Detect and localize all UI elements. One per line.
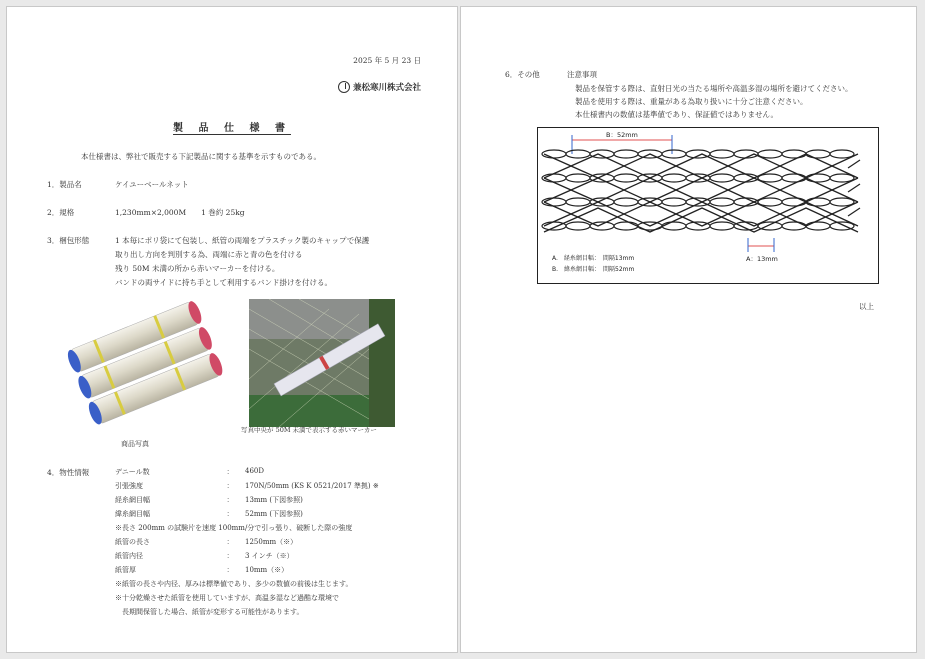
chain-link [806, 174, 830, 182]
chain-link [590, 174, 614, 182]
section-6-title: 注意事項 [567, 70, 597, 79]
section-6-line-3: 本仕様書内の数値は基準値であり、保証値ではありません。 [575, 110, 778, 119]
section-6-label: 6．その他 [505, 70, 540, 79]
section-3-line-3: 残り 50M 未満の所から赤いマーカーを付ける。 [115, 264, 280, 273]
section-3-line-1: 1 本毎にポリ袋にて包装し、紙管の両端をプラスチック製のキャップで保護 [115, 236, 370, 245]
intro-text: 本仕様書は、弊社で販売する下記製品に関する基準を示すものである。 [81, 152, 321, 161]
prop-row: デニール数 ： 460D [115, 467, 264, 476]
chain-link [686, 150, 710, 158]
document-page-1 [6, 6, 458, 653]
section-2-label: 2．規格 [47, 208, 75, 217]
chain-link [782, 174, 806, 182]
chain-link [686, 198, 710, 206]
chain-link [590, 198, 614, 206]
chain-link [806, 222, 830, 230]
chain-link [710, 222, 734, 230]
weft-zigzags [544, 154, 858, 232]
chain-link [806, 150, 830, 158]
mesh-diagram-svg [538, 128, 876, 281]
chain-link [782, 222, 806, 230]
note-line: ※十分乾燥させた紙管を使用していますが、高温多湿など過酷な環境で [115, 594, 339, 602]
chain-link [662, 222, 686, 230]
section-6-line-1: 製品を保管する際は、直射日光の当たる場所や高温多湿の場所を避けてください。 [575, 84, 853, 93]
prop-row: 紙管厚 ： 10mm（※） [115, 566, 289, 574]
arrow-heads [848, 160, 860, 216]
chain-link [686, 222, 710, 230]
chain-link [686, 174, 710, 182]
warp-chains [542, 150, 854, 230]
section-1-value: ケイユーベールネット [115, 180, 189, 189]
legend-a: A. 経糸網目幅： 間隔13mm [552, 255, 635, 262]
tensile-note: ※長さ 200mm の試験片を速度 100mm/分で引っ張り、破断した際の強度 [115, 524, 353, 532]
chain-link [614, 174, 638, 182]
issue-date: 2025 年 5 月 23 日 [353, 56, 421, 65]
chain-link [566, 174, 590, 182]
chain-link [566, 222, 590, 230]
prop-row: 紙管の長さ ： 1250mm（※） [115, 538, 298, 546]
chain-link [614, 222, 638, 230]
section-6-line-2: 製品を使用する際は、重量がある為取り扱いに十分ご注意ください。 [575, 97, 808, 106]
net-marker-photo [249, 299, 395, 427]
chain-link [566, 150, 590, 158]
chain-link [710, 198, 734, 206]
section-4-label: 4．物性情報 [47, 468, 90, 477]
chain-link [566, 198, 590, 206]
chain-link [662, 150, 686, 158]
product-rolls-photo [59, 295, 229, 425]
chain-link [614, 198, 638, 206]
b-measure-label: B：52mm [606, 131, 638, 139]
chain-link [782, 150, 806, 158]
chain-link [710, 174, 734, 182]
company-logo-icon [338, 81, 350, 93]
photo-caption-marker: 写真中央が 50M 未満で表示する赤いマーカー [241, 426, 377, 434]
chain-link [614, 150, 638, 158]
document-title: 製 品 仕 様 書 [173, 123, 291, 134]
company-name-text: 兼松寒川株式会社 [352, 83, 421, 93]
prop-row: 引張強度 ： 170N/50mm (KS K 0521/2017 準拠) ※ [115, 482, 379, 490]
chain-link [590, 222, 614, 230]
photo-caption-product: 商品写真 [121, 440, 149, 448]
section-3-line-2: 取り出し方向を判別する為、両端に赤と青の色を付ける [115, 250, 303, 259]
chain-link [710, 150, 734, 158]
legend-b: B. 緯糸網目幅： 間隔52mm [552, 266, 635, 273]
mesh-diagram [537, 127, 879, 284]
chain-link [806, 198, 830, 206]
note-line: 長期間保管した場合、紙管が変形する可能性があります。 [115, 608, 304, 616]
properties-table [115, 467, 379, 621]
section-1-label: 1．製品名 [47, 180, 82, 189]
prop-row: 紙管内径 ： 3 インチ（※） [115, 552, 294, 560]
section-3-label: 3．梱包形態 [47, 236, 90, 245]
closing-text: 以上 [859, 302, 874, 311]
chain-link [662, 198, 686, 206]
section-2-value: 1,230mm×2,000M 1 巻約 25kg [115, 208, 245, 217]
chain-link [662, 174, 686, 182]
document-page-2 [460, 6, 917, 653]
section-3-line-4: バンドの両サイドに持ち手として利用するバンド掛けを付ける。 [115, 278, 332, 287]
chain-link [782, 198, 806, 206]
chain-link [590, 150, 614, 158]
note-line: ※紙管の長さや内径、厚みは標準値であり、多少の数値の前後は生じます。 [115, 580, 353, 588]
prop-row: 緯糸網目幅 ： 52mm (下図参照) [115, 510, 303, 518]
a-measure-label: A：13mm [746, 255, 778, 263]
prop-row: 経糸網目幅 ： 13mm (下図参照) [115, 496, 303, 504]
company-name [338, 81, 421, 93]
